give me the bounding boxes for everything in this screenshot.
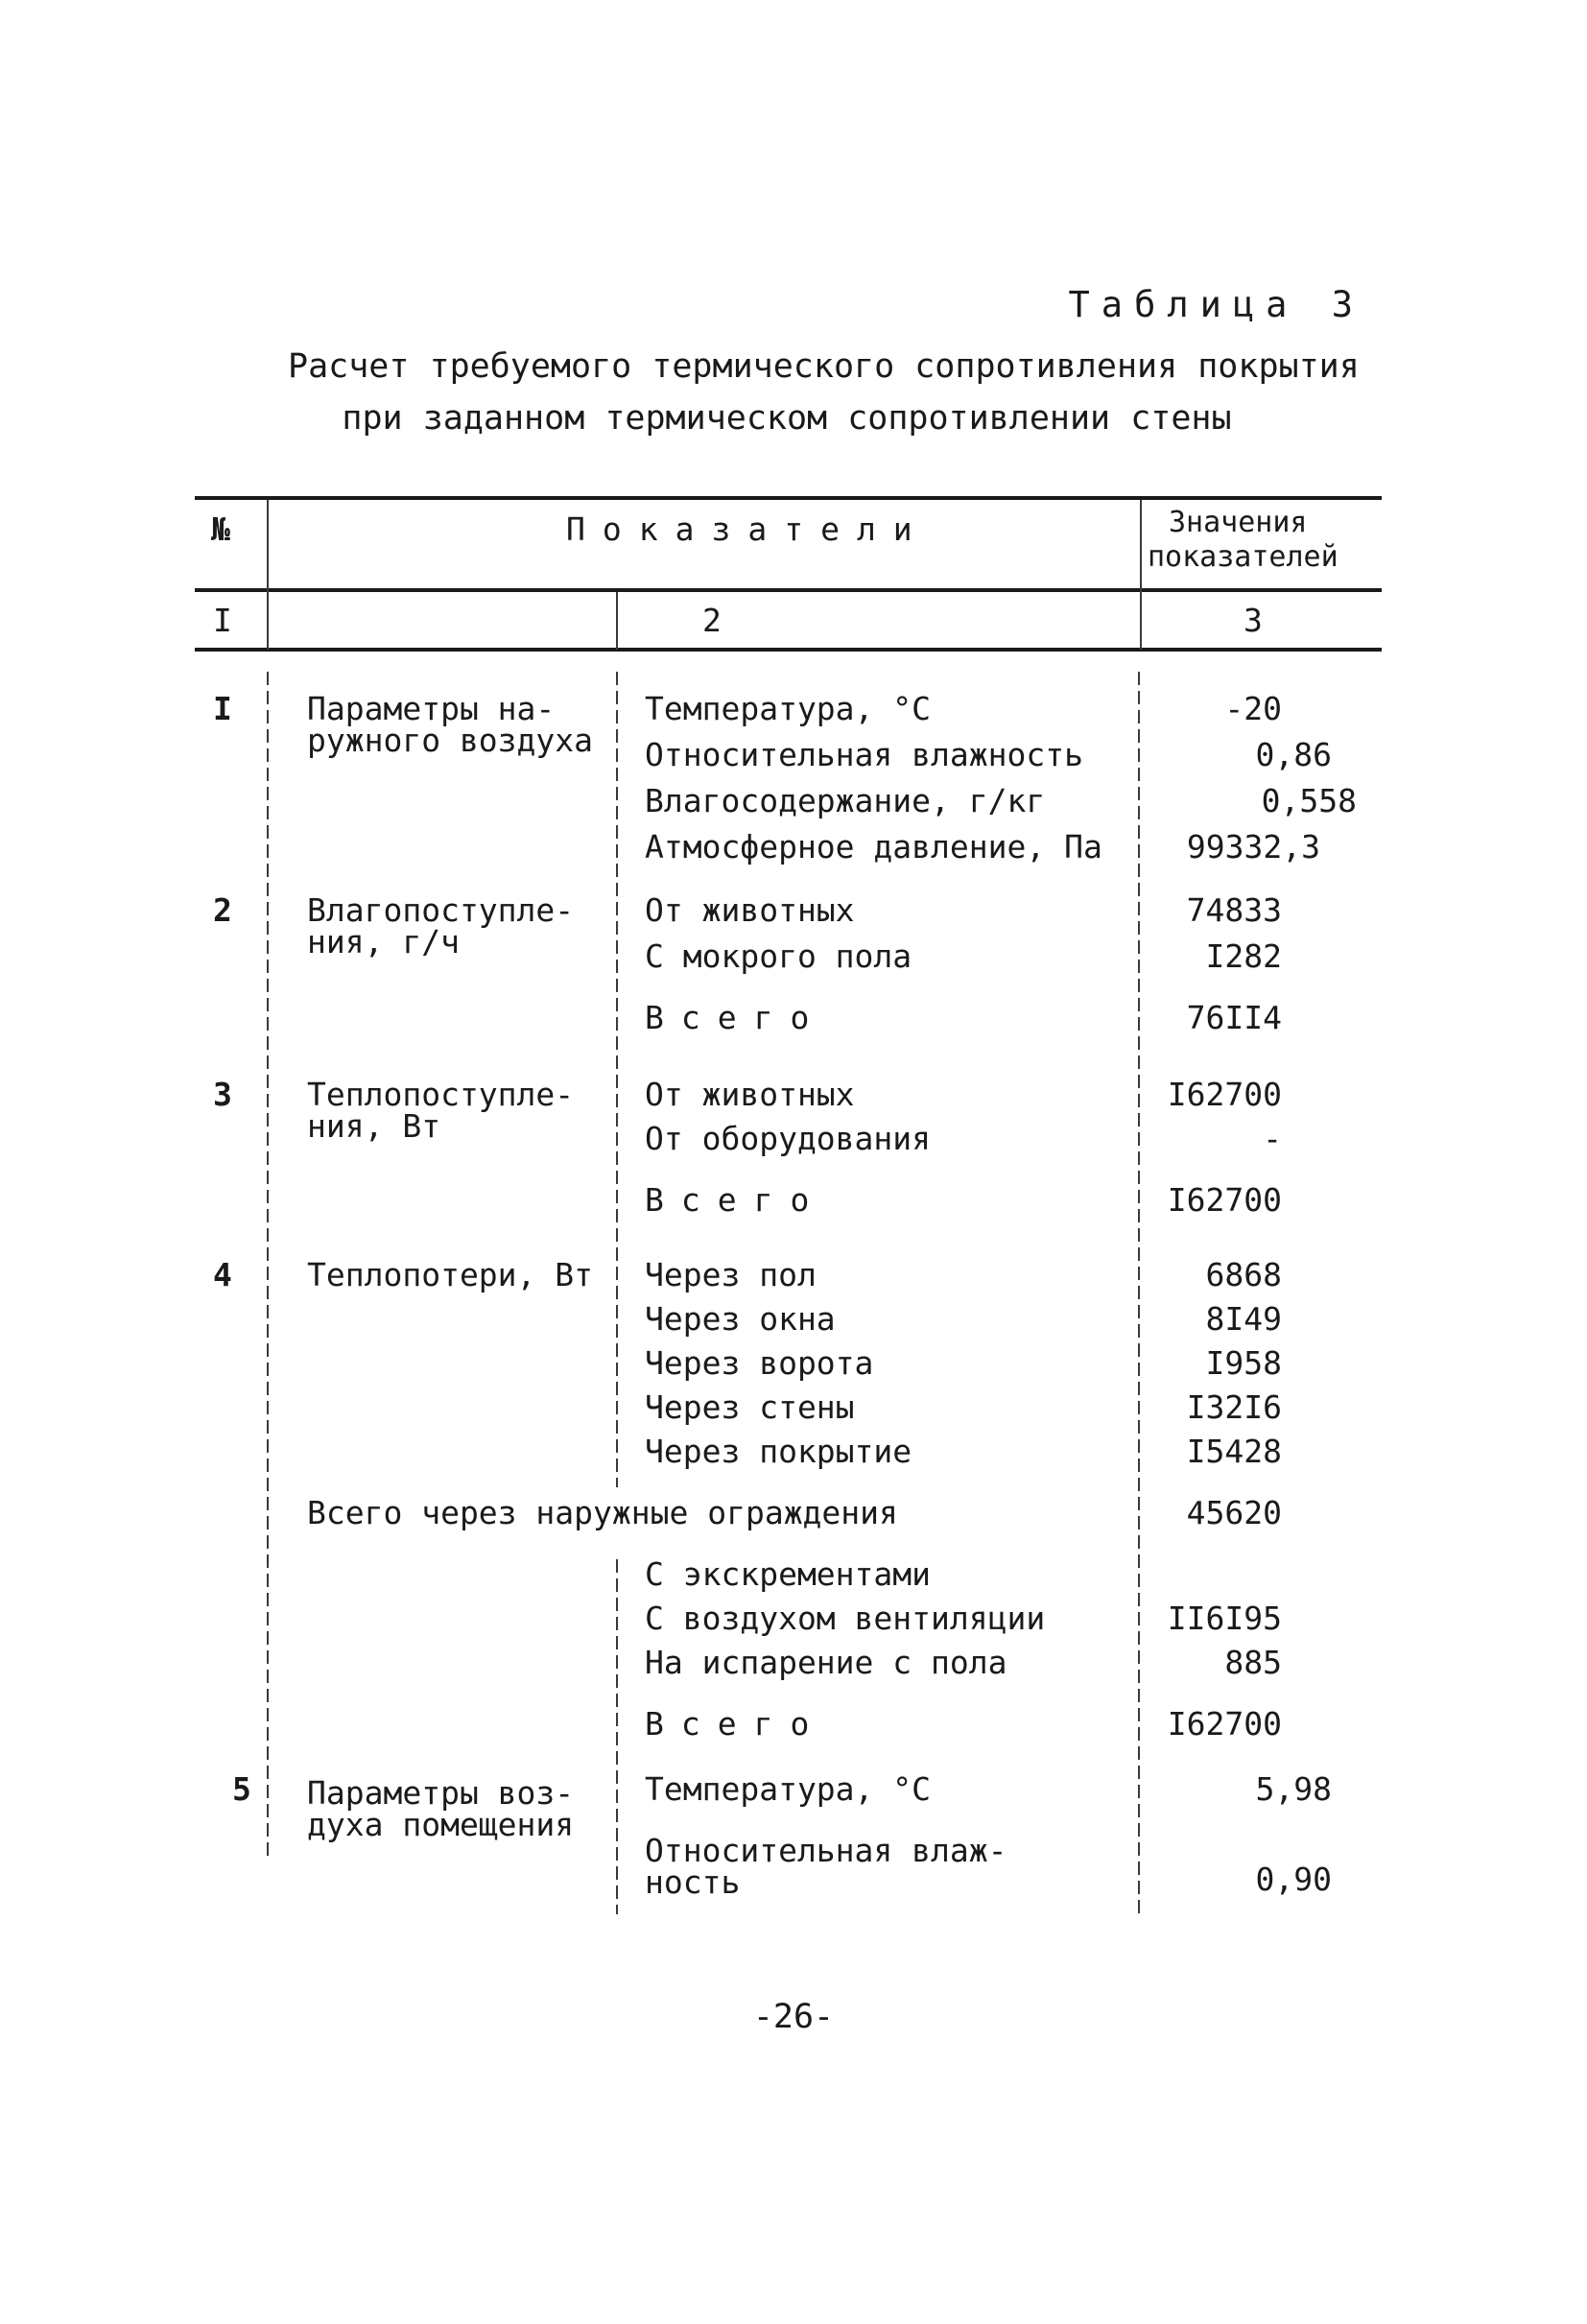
indicator-total-value: I62700 (1167, 1705, 1282, 1743)
indicator-label: Через ворота (645, 1344, 874, 1382)
indicator-value: -20 (1224, 690, 1282, 727)
header-values-line1: Значения (1169, 506, 1308, 539)
indicator-label: На испарение с пола (645, 1644, 1007, 1681)
indicator-value: 8I49 (1205, 1300, 1282, 1338)
indicator-label: Температура, °C (645, 690, 932, 727)
row-number: 2 (213, 891, 232, 929)
column-number-rule (195, 648, 1382, 652)
subtotal-label: Всего через наружные ограждения (307, 1494, 898, 1531)
indicator-value: I62700 (1167, 1076, 1282, 1113)
group-label: ния, Вт (307, 1107, 441, 1145)
row-number: 3 (213, 1076, 232, 1113)
indicator-total-label: Всего (645, 1181, 827, 1219)
indicator-label: Через стены (645, 1388, 855, 1426)
indicator-total-value: 76II4 (1186, 999, 1282, 1036)
indicator-label: Атмосферное давление, Па (645, 828, 1102, 866)
indicator-value: 99332,3 (1186, 828, 1320, 866)
indicator-label: Влагосодержание, г/кг (645, 782, 1046, 819)
top-rule (195, 496, 1382, 500)
indicator-label: От оборудования (645, 1120, 932, 1157)
header-num: № (211, 510, 230, 548)
group-label: Параметры на- (307, 690, 556, 727)
indicator-total-label: Всего (645, 1705, 827, 1743)
indicator-label: ность (645, 1863, 741, 1901)
indicator-label: Относительная влаж- (645, 1832, 1007, 1869)
indicator-total-label: Всего (645, 999, 827, 1036)
header-rule (195, 588, 1382, 592)
body-divider-group (616, 672, 618, 1487)
column-number-2: 2 (702, 602, 722, 639)
indicator-total-value: I62700 (1167, 1181, 1282, 1219)
indicator-label: Через окна (645, 1300, 836, 1338)
row-number: 5 (232, 1770, 251, 1808)
indicator-label: От животных (645, 1076, 855, 1113)
table-label: Таблица 3 (1068, 284, 1364, 325)
group-label: Теплопотери, Вт (307, 1256, 594, 1293)
indicator-value: 0,558 (1261, 782, 1357, 819)
table-caption-line2: при заданном термическом сопротивлении стены (342, 399, 1232, 438)
indicator-value: I32I6 (1186, 1388, 1282, 1426)
body-divider-num (267, 672, 269, 1862)
indicator-label: Температура, °C (645, 1770, 932, 1808)
indicator-value: - (1263, 1120, 1282, 1157)
page-number: -26- (752, 1998, 835, 2036)
indicator-label: Относительная влажность (645, 736, 1083, 773)
group-label: Параметры воз- (307, 1774, 575, 1812)
table-caption-line1: Расчет требуемого термического сопротивления покрытия (288, 347, 1360, 386)
indicator-label: Через покрытие (645, 1433, 912, 1470)
column-number-1: I (213, 602, 232, 639)
indicator-label: Через пол (645, 1256, 817, 1293)
subtotal-value: 45620 (1186, 1494, 1282, 1531)
indicator-value: 0,86 (1255, 736, 1332, 773)
group-label: ружного воздуха (307, 722, 594, 759)
group-label: Теплопоступле- (307, 1076, 575, 1113)
colnum-divider (616, 592, 618, 650)
body-divider-group-lower (616, 1559, 618, 1914)
indicator-value: 5,98 (1255, 1770, 1332, 1808)
group-label: духа помещения (307, 1806, 575, 1843)
indicator-label: С экскрементами (645, 1555, 932, 1593)
indicator-value: 6868 (1205, 1256, 1282, 1293)
indicator-label: С воздухом вентиляции (645, 1600, 1046, 1637)
indicator-value: I282 (1205, 937, 1282, 975)
row-number: 4 (213, 1256, 232, 1293)
indicator-value: I5428 (1186, 1433, 1282, 1470)
group-label: ния, г/ч (307, 923, 460, 960)
indicator-value: 74833 (1186, 891, 1282, 929)
indicator-label: От животных (645, 891, 855, 929)
row-number: I (213, 690, 232, 727)
indicator-value: II6I95 (1167, 1600, 1282, 1637)
body-divider-value (1138, 672, 1140, 1914)
indicator-label: С мокрого пола (645, 937, 912, 975)
indicator-value: I958 (1205, 1344, 1282, 1382)
group-label: Влагопоступле- (307, 891, 575, 929)
header-divider-2 (1140, 500, 1142, 650)
indicator-value: 0,90 (1255, 1861, 1332, 1898)
header-divider-1 (267, 500, 269, 650)
header-indicators: Показатели (566, 510, 930, 548)
column-number-3: 3 (1244, 602, 1263, 639)
header-values-line2: показателей (1148, 540, 1338, 574)
indicator-value: 885 (1224, 1644, 1282, 1681)
